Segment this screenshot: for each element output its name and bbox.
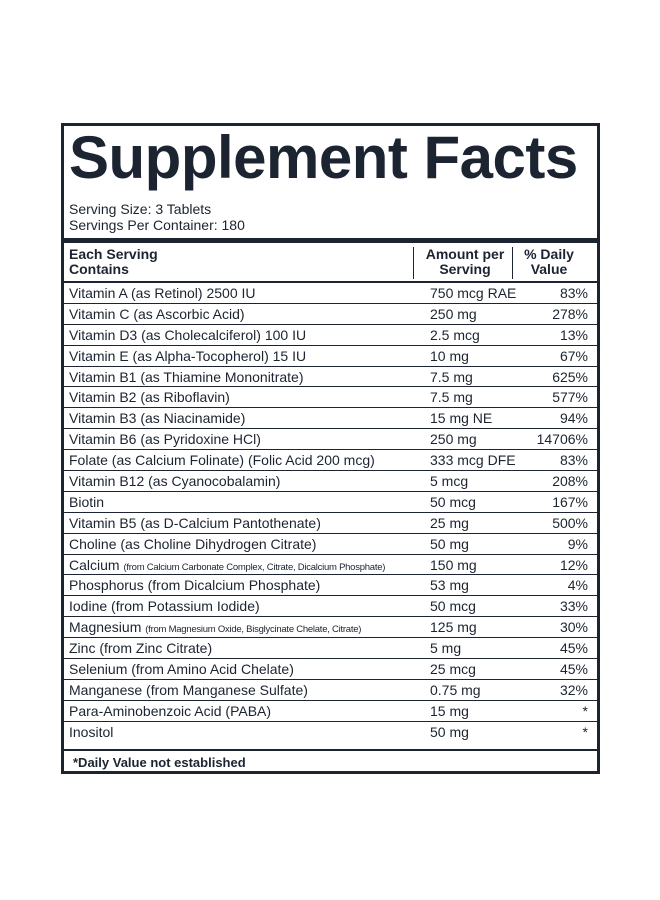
panel-title: Supplement Facts	[69, 124, 578, 191]
nutrient-name-text: Vitamin D3 (as Cholecalciferol) 100 IU	[69, 326, 307, 343]
nutrient-name-text: Phosphorus (from Dicalcium Phosphate)	[69, 577, 321, 594]
nutrient-amount: 53 mg	[430, 577, 469, 594]
nutrient-name	[69, 515, 321, 531]
nutrient-name	[69, 389, 230, 405]
nutrient-amount: 333 mcg DFE	[430, 452, 516, 469]
nutrient-name	[69, 348, 306, 364]
nutrient-daily-value: 30%	[559, 619, 588, 636]
nutrient-row	[64, 701, 597, 722]
servings-per-container: Servings Per Container: 180	[69, 217, 245, 233]
nutrient-name-text: Inositol	[69, 723, 114, 740]
nutrient-name	[69, 682, 308, 698]
footer-divider	[64, 749, 597, 751]
nutrient-name	[69, 452, 375, 468]
nutrient-row	[64, 325, 597, 346]
nutrient-name-text: Selenium (from Amino Acid Chelate)	[69, 661, 294, 678]
nutrient-amount: 2.5 mcg	[430, 326, 480, 343]
nutrient-row	[64, 680, 597, 701]
header-amount-line2: Serving	[439, 261, 491, 277]
nutrient-source-note: (from Calcium Carbonate Complex, Citrate, Dicalcium Phosphate)	[123, 561, 386, 573]
nutrient-amount: 50 mcg	[430, 493, 476, 510]
header-each-line2: Contains	[69, 261, 129, 277]
nutrient-row	[64, 346, 597, 367]
nutrient-daily-value: 33%	[559, 598, 588, 615]
nutrient-name-text: Vitamin B5 (as D-Calcium Pantothenate)	[69, 514, 321, 531]
nutrient-row	[64, 575, 597, 596]
nutrient-daily-value: 94%	[559, 410, 588, 427]
nutrient-row	[64, 638, 597, 659]
nutrient-name	[69, 724, 113, 740]
nutrient-amount: 25 mcg	[430, 661, 476, 678]
nutrient-name-text: Vitamin E (as Alpha-Tocopherol) 15 IU	[69, 347, 307, 364]
nutrient-amount: 15 mg	[430, 702, 469, 719]
nutrient-daily-value: 577%	[552, 389, 588, 406]
nutrient-row	[64, 722, 597, 743]
nutrient-daily-value: *	[582, 723, 588, 740]
nutrient-row	[64, 659, 597, 680]
header-each-line1: Each Serving	[69, 246, 158, 262]
nutrient-amount: 15 mg NE	[430, 410, 493, 427]
footnote: *Daily Value not established	[73, 755, 246, 770]
nutrient-amount: 5 mcg	[430, 473, 469, 490]
nutrient-row	[64, 534, 597, 555]
supplement-facts-panel	[61, 123, 600, 774]
nutrient-row	[64, 492, 597, 513]
nutrient-row	[64, 450, 597, 471]
nutrient-daily-value: 83%	[559, 285, 588, 301]
header-amount-per-serving	[419, 247, 511, 277]
nutrient-amount: 125 mg	[430, 619, 477, 636]
nutrient-row	[64, 555, 597, 576]
nutrient-row	[64, 283, 597, 304]
nutrient-daily-value: 167%	[552, 493, 588, 510]
nutrient-row	[64, 513, 597, 534]
nutrient-name	[69, 598, 260, 614]
nutrient-name-text: Para-Aminobenzoic Acid (PABA)	[69, 702, 272, 719]
nutrient-daily-value: 14706%	[536, 431, 588, 448]
nutrient-name-text: Magnesium	[69, 619, 142, 636]
nutrient-amount: 250 mg	[430, 305, 477, 322]
nutrient-amount: 50 mg	[430, 535, 469, 552]
header-daily-value	[516, 247, 582, 277]
header-each-serving	[69, 247, 158, 277]
nutrient-daily-value: 45%	[559, 640, 588, 657]
nutrient-daily-value: 32%	[559, 681, 588, 698]
nutrient-name	[69, 431, 261, 447]
nutrient-row	[64, 304, 597, 325]
nutrient-row	[64, 387, 597, 408]
nutrient-daily-value: *	[582, 702, 588, 719]
nutrient-name	[69, 703, 271, 719]
nutrient-daily-value: 45%	[559, 661, 588, 678]
nutrient-amount: 10 mg	[430, 347, 469, 364]
nutrient-amount: 50 mcg	[430, 598, 476, 615]
thick-divider	[64, 238, 597, 243]
nutrient-name	[69, 557, 385, 576]
nutrient-daily-value: 9%	[567, 535, 588, 552]
nutrient-table	[64, 283, 597, 743]
nutrient-amount: 7.5 mg	[430, 389, 473, 406]
nutrient-amount: 7.5 mg	[430, 368, 473, 385]
nutrient-name-text: Biotin	[69, 493, 105, 510]
nutrient-name	[69, 536, 316, 552]
nutrient-name-text: Vitamin B2 (as Riboflavin)	[69, 389, 230, 406]
serving-size: Serving Size: 3 Tablets	[69, 201, 212, 217]
nutrient-name-text: Vitamin C (as Ascorbic Acid)	[69, 305, 245, 322]
nutrient-name-text: Manganese (from Manganese Sulfate)	[69, 681, 308, 698]
nutrient-name-text: Choline (as Choline Dihydrogen Citrate)	[69, 535, 317, 552]
header-divider	[413, 247, 414, 279]
nutrient-name-text: Calcium	[69, 556, 120, 573]
nutrient-name-text: Zinc (from Zinc Citrate)	[69, 640, 213, 657]
nutrient-row	[64, 408, 597, 429]
header-amount-line1: Amount per	[425, 246, 505, 262]
nutrient-name-text: Vitamin B6 (as Pyridoxine HCl)	[69, 431, 261, 448]
nutrient-row	[64, 617, 597, 638]
nutrient-daily-value: 67%	[559, 347, 588, 364]
nutrient-row	[64, 471, 597, 492]
nutrient-name-text: Vitamin B1 (as Thiamine Mononitrate)	[69, 368, 304, 385]
nutrient-name	[69, 327, 306, 343]
nutrient-daily-value: 12%	[559, 556, 588, 573]
nutrient-name	[69, 640, 212, 656]
nutrient-name-text: Folate (as Calcium Folinate) (Folic Acid 200 mcg)	[69, 452, 375, 469]
header-divider	[512, 247, 513, 279]
nutrient-row	[64, 367, 597, 388]
nutrient-name	[69, 577, 320, 593]
nutrient-name	[69, 410, 245, 426]
nutrient-amount: 750 mcg RAE	[430, 285, 517, 301]
nutrient-name-text: Vitamin B3 (as Niacinamide)	[69, 410, 246, 427]
nutrient-name	[69, 494, 104, 510]
nutrient-amount: 250 mg	[430, 431, 477, 448]
nutrient-row	[64, 429, 597, 450]
nutrient-name	[69, 306, 245, 322]
nutrient-amount: 50 mg	[430, 723, 469, 740]
nutrient-daily-value: 4%	[567, 577, 588, 594]
header-dv-line2: Value	[530, 261, 568, 277]
nutrient-name	[69, 661, 294, 677]
nutrient-amount: 5 mg	[430, 640, 462, 657]
nutrient-daily-value: 278%	[552, 305, 588, 322]
nutrient-row	[64, 596, 597, 617]
nutrient-name	[69, 473, 280, 489]
nutrient-daily-value: 625%	[552, 368, 588, 385]
nutrient-source-note: (from Magnesium Oxide, Bisglycinate Chelate, Citrate)	[145, 624, 362, 636]
nutrient-name-text: Vitamin A (as Retinol) 2500 IU	[69, 285, 256, 301]
nutrient-name	[69, 285, 256, 301]
nutrient-name	[69, 369, 303, 385]
nutrient-name-text: Iodine (from Potassium Iodide)	[69, 598, 260, 615]
nutrient-daily-value: 13%	[559, 326, 588, 343]
nutrient-name-text: Vitamin B12 (as Cyanocobalamin)	[69, 473, 281, 490]
nutrient-name	[69, 619, 361, 638]
nutrient-amount: 150 mg	[430, 556, 477, 573]
nutrient-daily-value: 208%	[552, 473, 588, 490]
nutrient-amount: 0.75 mg	[430, 681, 481, 698]
nutrient-daily-value: 500%	[552, 514, 588, 531]
nutrient-amount: 25 mg	[430, 514, 469, 531]
header-dv-line1: % Daily	[524, 246, 574, 262]
nutrient-daily-value: 83%	[559, 452, 588, 469]
